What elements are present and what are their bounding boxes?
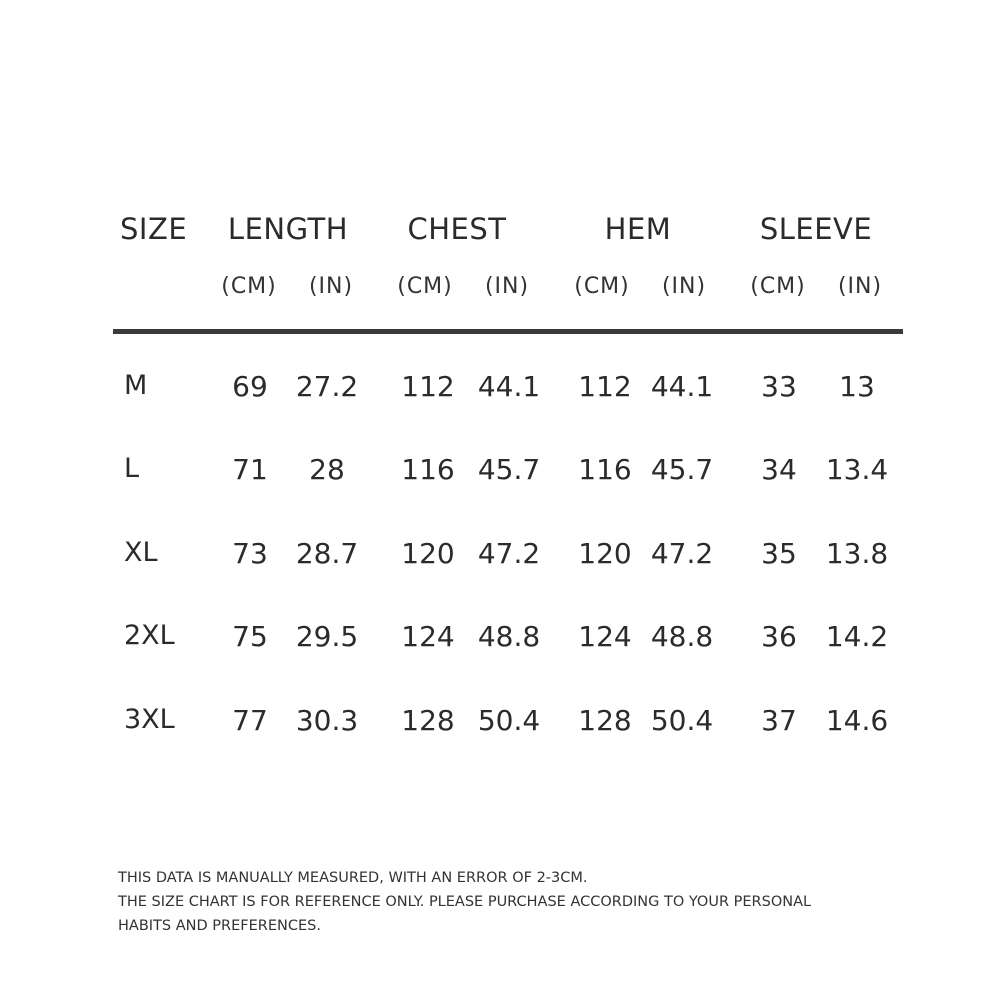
length-in-value: 28 — [309, 453, 345, 486]
header-sleeve: SLEEVE — [759, 212, 873, 246]
table-row — [0, 370, 1000, 410]
length-in-value: 28.7 — [295, 537, 359, 570]
header-length: LENGTH — [227, 212, 349, 246]
hem-in-value: 50.4 — [650, 704, 714, 737]
size-label: 2XL — [124, 620, 175, 651]
size-label: XL — [124, 537, 158, 568]
unit-hem-in: (IN) — [661, 274, 707, 299]
sleeve-cm-value: 36 — [761, 620, 797, 653]
chest-in-value: 47.2 — [477, 537, 541, 570]
footnote-line: THE SIZE CHART IS FOR REFERENCE ONLY. PLEASE PURCHASE ACCORDING TO YOUR PERSONAL — [118, 894, 812, 910]
chest-cm-value: 128 — [401, 704, 455, 737]
length-cm-value: 75 — [232, 620, 268, 653]
unit-length-cm: (CM) — [221, 274, 277, 299]
sleeve-cm-value: 35 — [761, 537, 797, 570]
sleeve-cm-value: 33 — [761, 370, 797, 403]
header-size: SIZE — [120, 212, 188, 246]
chest-cm-value: 124 — [401, 620, 455, 653]
sleeve-in-value: 13 — [839, 370, 875, 403]
unit-chest-in: (IN) — [484, 274, 530, 299]
length-in-value: 27.2 — [295, 370, 359, 403]
length-cm-value: 69 — [232, 370, 268, 403]
chest-in-value: 45.7 — [477, 453, 541, 486]
sleeve-in-value: 14.6 — [825, 704, 889, 737]
hem-in-value: 47.2 — [650, 537, 714, 570]
footnote-line: THIS DATA IS MANUALLY MEASURED, WITH AN ERROR OF 2-3CM. — [118, 870, 588, 886]
length-cm-value: 77 — [232, 704, 268, 737]
footnote — [118, 866, 878, 938]
unit-hem-cm: (CM) — [574, 274, 630, 299]
sleeve-cm-value: 34 — [761, 453, 797, 486]
length-in-value: 30.3 — [295, 704, 359, 737]
hem-cm-value: 124 — [578, 620, 632, 653]
size-label: L — [124, 453, 140, 484]
chest-in-value: 50.4 — [477, 704, 541, 737]
hem-cm-value: 116 — [578, 453, 632, 486]
hem-in-value: 44.1 — [650, 370, 714, 403]
header-chest: CHEST — [407, 212, 507, 246]
length-cm-value: 71 — [232, 453, 268, 486]
sleeve-in-value: 14.2 — [825, 620, 889, 653]
table-row — [0, 620, 1000, 660]
hem-cm-value: 120 — [578, 537, 632, 570]
unit-length-in: (IN) — [308, 274, 354, 299]
sleeve-cm-value: 37 — [761, 704, 797, 737]
unit-sleeve-cm: (CM) — [750, 274, 806, 299]
length-cm-value: 73 — [232, 537, 268, 570]
hem-cm-value: 128 — [578, 704, 632, 737]
footnote-line: HABITS AND PREFERENCES. — [118, 918, 321, 934]
table-row — [0, 704, 1000, 744]
length-in-value: 29.5 — [295, 620, 359, 653]
chest-cm-value: 116 — [401, 453, 455, 486]
unit-chest-cm: (CM) — [397, 274, 453, 299]
hem-in-value: 48.8 — [650, 620, 714, 653]
size-label: M — [124, 370, 148, 401]
header-hem: HEM — [604, 212, 672, 246]
chest-cm-value: 112 — [401, 370, 455, 403]
hem-in-value: 45.7 — [650, 453, 714, 486]
header-divider — [113, 329, 903, 334]
sleeve-in-value: 13.8 — [825, 537, 889, 570]
table-row — [0, 537, 1000, 577]
chest-cm-value: 120 — [401, 537, 455, 570]
table-row — [0, 453, 1000, 493]
hem-cm-value: 112 — [578, 370, 632, 403]
size-label: 3XL — [124, 704, 175, 735]
chest-in-value: 44.1 — [477, 370, 541, 403]
unit-sleeve-in: (IN) — [837, 274, 883, 299]
sleeve-in-value: 13.4 — [825, 453, 889, 486]
chest-in-value: 48.8 — [477, 620, 541, 653]
